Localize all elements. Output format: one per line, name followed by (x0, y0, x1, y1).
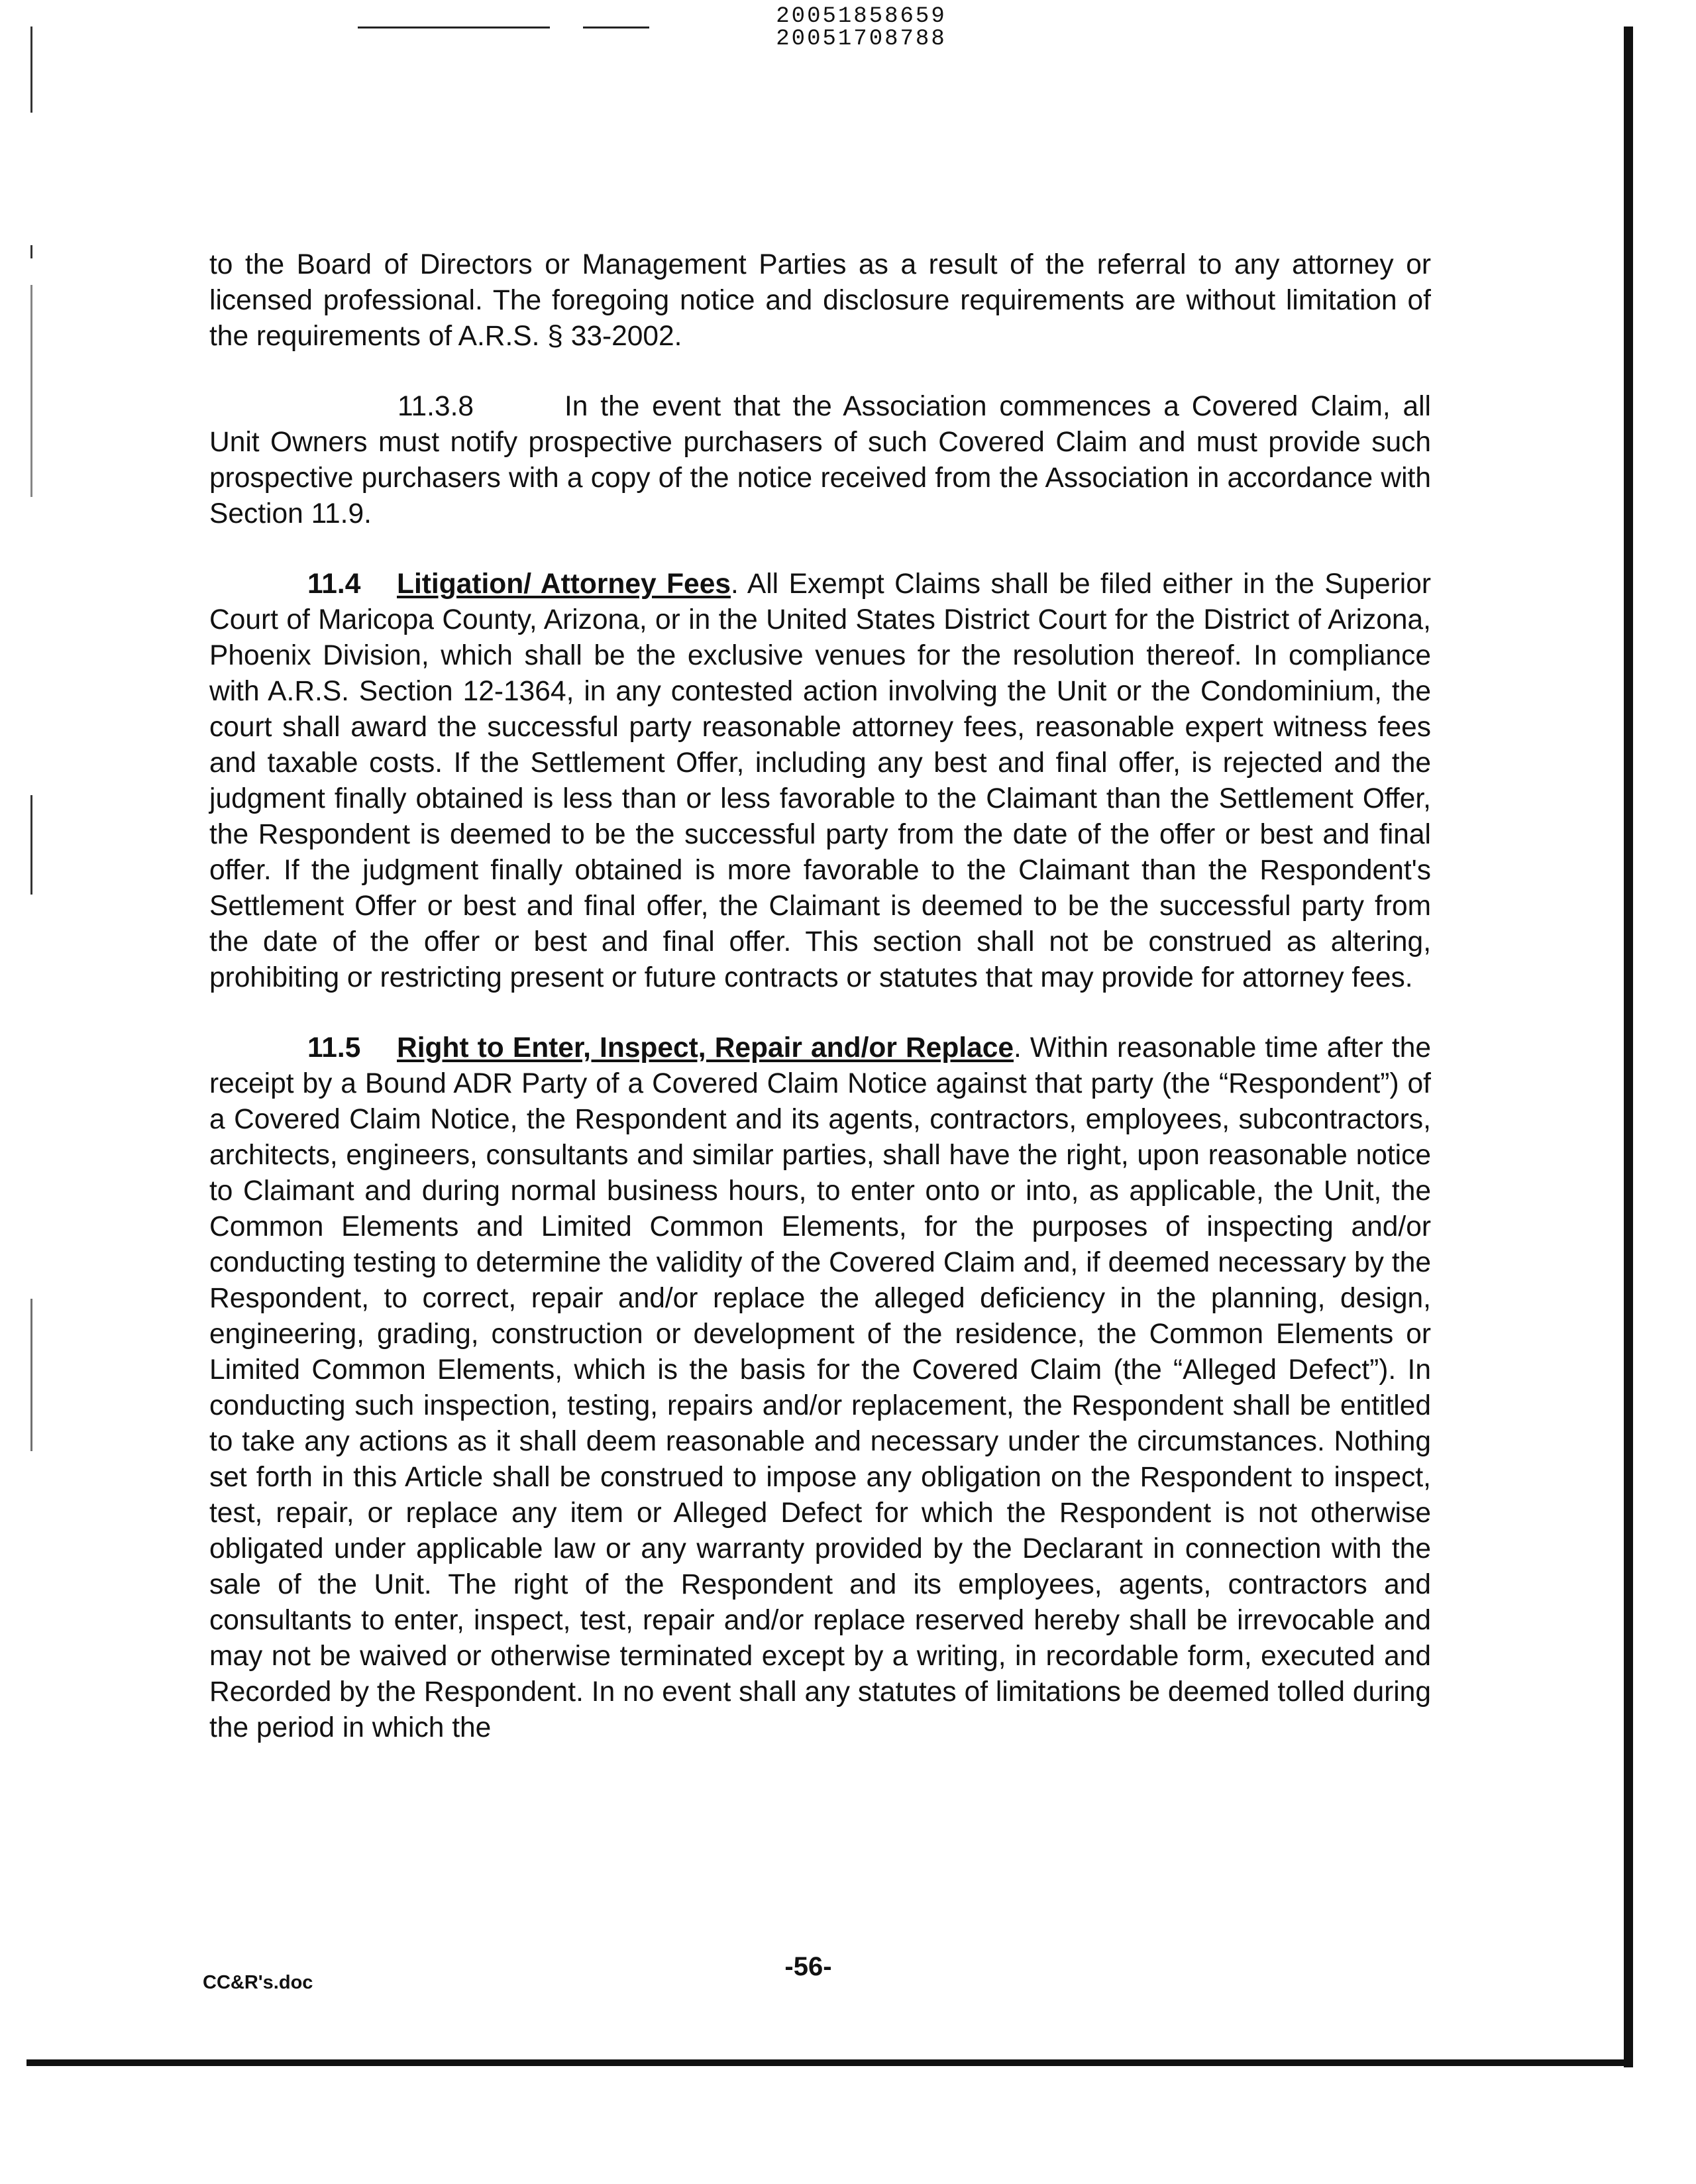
bottom-page-border (26, 2059, 1633, 2066)
document-body (209, 247, 1431, 1780)
paragraph-continuation-text: to the Board of Directors or Management Parties as a result of the referral to any attorney or licensed professional. The foregoing notice and disclosure requirements are without limitation of the requirements of A.R.S. § 33-2002. (209, 249, 1431, 352)
right-page-border (1624, 27, 1633, 2067)
recording-number-1: 20051858659 (776, 4, 947, 29)
paragraph-11-3-8 (209, 389, 1431, 532)
section-number: 11.5 (307, 1032, 361, 1064)
subsection-text: In the event that the Association commences a Covered Claim, all Unit Owners must notify prospective purchasers of such Covered Claim and must provide such prospective purchasers with a copy of the notice received from the Association in accordance with Section 11.9. (209, 391, 1431, 529)
paragraph-continuation (209, 247, 1431, 355)
left-scan-line-4 (30, 795, 32, 895)
recording-number-2: 20051708788 (776, 27, 947, 52)
section-number: 11.4 (307, 569, 361, 600)
section-11-4 (209, 567, 1431, 996)
top-rule-left (358, 27, 550, 28)
page-number: -56- (784, 1952, 832, 1981)
subsection-number: 11.3.8 (398, 391, 474, 422)
footer-file-name: CC&R's.doc (203, 1972, 313, 1993)
top-rule-right (583, 27, 649, 28)
left-scan-line-1 (30, 27, 32, 113)
left-scan-line-5 (30, 1299, 32, 1451)
recording-numbers (716, 5, 1007, 50)
section-11-5 (209, 1030, 1431, 1746)
section-title: Litigation/ Attorney Fees (397, 569, 731, 600)
section-text: . Within reasonable time after the receipt by a Bound ADR Party of a Covered Claim Notice against that party (the “Respondent”) of a Covered Claim Notice, the Respondent and its agents, contractors, employees, subcontractors, architects, engineers, consultants and similar parties, shall have the right, upon reasonable notice to Claimant and during normal business hours, to enter onto or into, as applicable, the Unit, the Common Elements and Limited Common Elements, for the purposes of inspecting and/or conducting testing to determine the validity of the Covered Claim and, if deemed necessary by the Respondent, to correct, repair and/or replace the alleged deficiency in the planning, design, engineering, grading, construction or development of the residence, the Common Elements or Limited Common Elements, which is the basis for the Covered Claim (the “Alleged Defect”). In conducting such inspection, testing, repairs and/or replacement, the Respondent shall be entitled to take any actions as it shall deem reasonable and necessary under the circumstances. Nothing set forth in this Article shall be construed to impose any obligation on the Respondent to inspect, test, repair, or replace any item or Alleged Defect for which the Respondent is not otherwise obligated under applicable law or any warranty provided by the Declarant in connection with the sale of the Unit. The right of the Respondent and its employees, agents, contractors and consultants to enter, inspect, test, repair and/or replace reserved hereby shall be irrevocable and may not be waived or otherwise terminated except by a writing, in recordable form, executed and Recorded by the Respondent. In no event shall any statutes of limitations be deemed tolled during the period in which the (209, 1032, 1431, 1743)
section-title: Right to Enter, Inspect, Repair and/or Replace (397, 1032, 1014, 1064)
left-scan-line-3 (30, 285, 32, 497)
section-text: . All Exempt Claims shall be filed either in the Superior Court of Maricopa County, Arizona, or in the United States District Court for the District of Arizona, Phoenix Division, which shall be the exclusive venues for the resolution thereof. In compliance with A.R.S. Section 12-1364, in any contested action involving the Unit or the Condominium, the court shall award the successful party reasonable attorney fees, reasonable expert witness fees and taxable costs. If the Settlement Offer, including any best and final offer, is rejected and the judgment finally obtained is less than or less favorable to the Claimant than the Settlement Offer, the Respondent is deemed to be the successful party from the date of the offer or best and final offer. If the judgment finally obtained is more favorable to the Claimant than the Respondent's Settlement Offer or best and final offer, the Claimant is deemed to be the successful party from the date of the offer or best and final offer. This section shall not be construed as altering, prohibiting or restricting present or future contracts or statutes that may provide for attorney fees. (209, 569, 1431, 993)
left-scan-line-2 (30, 245, 32, 258)
